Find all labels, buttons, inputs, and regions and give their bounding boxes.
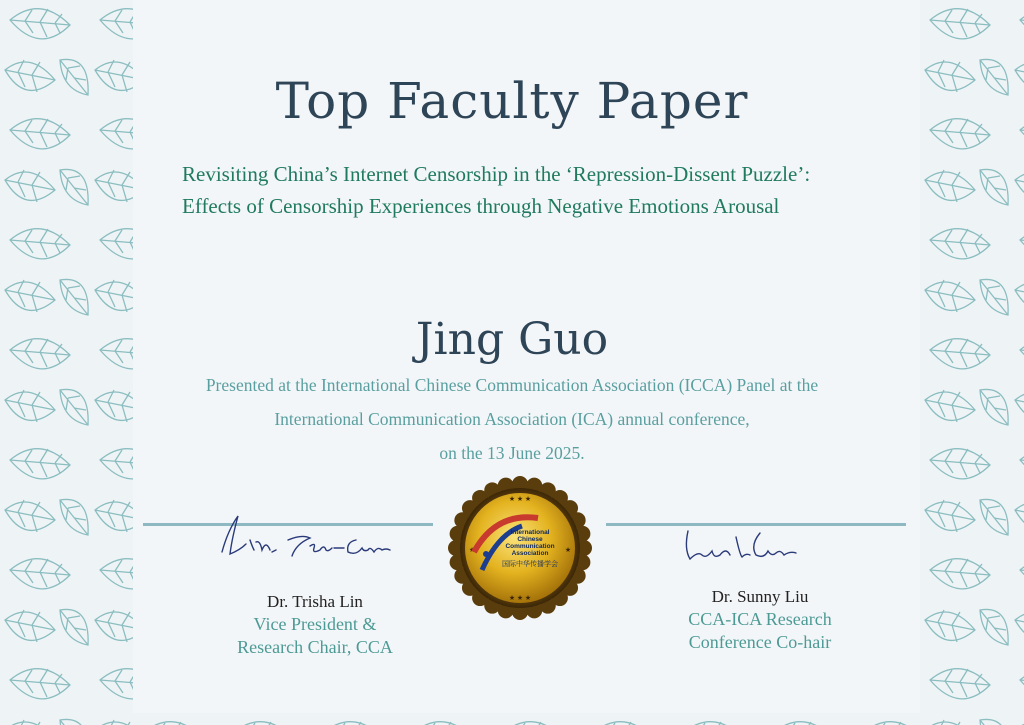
signer-role: Vice President & — [253, 614, 377, 634]
signature-sunny-liu — [680, 525, 810, 570]
certificate-title: Top Faculty Paper — [275, 72, 749, 130]
presentation-statement — [150, 372, 874, 474]
signer-role: Conference Co-hair — [688, 632, 832, 652]
signer-role: CCA-ICA Research — [688, 609, 832, 629]
presentation-line: International Communication Association (ICA) annual conference, — [274, 409, 750, 429]
signer-name: Dr. Trisha Lin — [267, 592, 363, 611]
svg-text:★: ★ — [564, 546, 572, 554]
seal-text: Association — [511, 550, 549, 557]
seal-text: International — [510, 529, 550, 536]
seal-text: Communication — [505, 543, 555, 550]
signer-role: Research Chair, CCA — [237, 637, 393, 657]
association-seal — [446, 474, 594, 622]
presentation-line: on the 13 June 2025. — [439, 443, 585, 463]
seal-chinese: 国际中华传播学会 — [502, 560, 558, 568]
svg-text:★ ★ ★: ★ ★ ★ — [508, 594, 532, 602]
svg-text:★ ★ ★: ★ ★ ★ — [508, 495, 532, 503]
recipient-name: Jing Guo — [415, 314, 609, 365]
signature-trisha-lin — [210, 510, 400, 570]
signer-name: Dr. Sunny Liu — [711, 587, 809, 606]
signer-left — [215, 590, 415, 659]
leaf-border-bottom — [133, 713, 920, 725]
presentation-line: Presented at the International Chinese Communication Association (ICCA) Panel at the — [205, 375, 819, 395]
svg-text:★: ★ — [468, 546, 476, 554]
paper-title: Revisiting China’s Internet Censorship in the ‘Repression-Dissent Puzzle’: Effects of Censorship Experiences through Negative Emotions Arousal — [182, 162, 811, 218]
seal-text: Chinese — [517, 536, 543, 543]
signer-right — [660, 585, 860, 654]
